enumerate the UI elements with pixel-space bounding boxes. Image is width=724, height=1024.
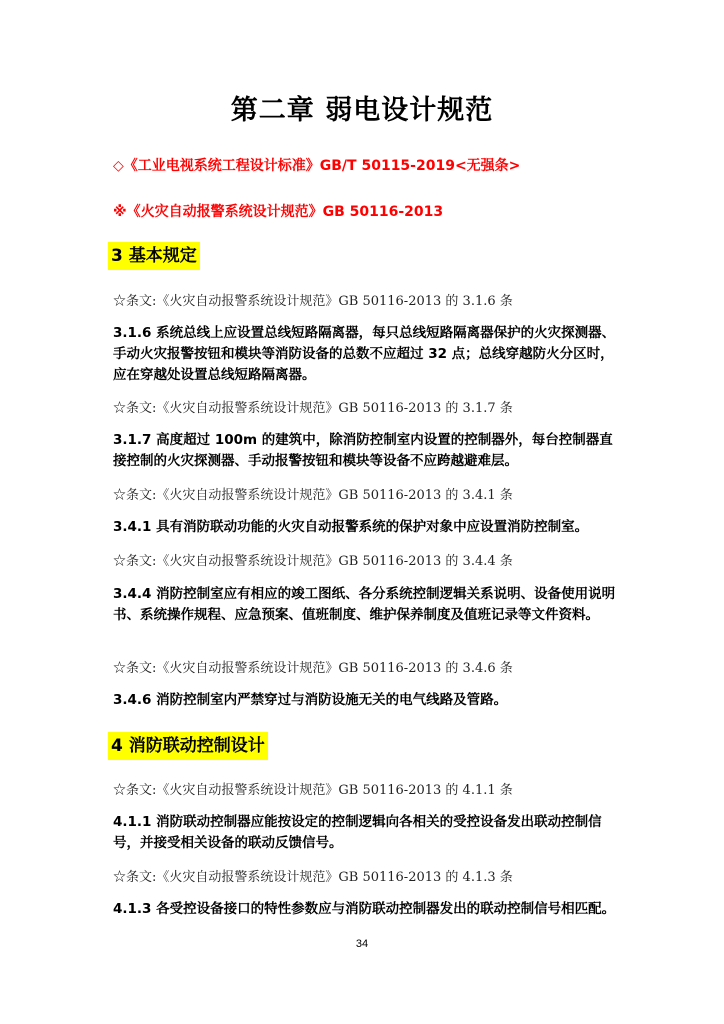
standard-line: ◇《工业电视系统工程设计标准》GB/T 50115-2019<无强条>	[113, 158, 521, 174]
page-number: 34	[355, 938, 369, 950]
clause-reference: ☆条文:《火灾自动报警系统设计规范》GB 50116-2013 的 3.1.7 条	[113, 401, 513, 416]
clause-text: 4.1.3 各受控设备接口的特性参数应与消防联动控制器发出的联动控制信号相匹配。	[113, 901, 616, 917]
clause-text: 3.4.4 消防控制室应有相应的竣工图纸、各分系统控制逻辑关系说明、设备使用说明书、系统操作规程、应急预案、值班制度、维护保养制度及值班记录等文件资料。	[113, 586, 616, 623]
clause-reference: ☆条文:《火灾自动报警系统设计规范》GB 50116-2013 的 4.1.1 条	[113, 783, 513, 798]
clause-text: 3.1.7 高度超过 100m 的建筑中，除消防控制室内设置的控制器外，每台控制器直接控制的火灾探测器、手动报警按钮和模块等设备不应跨越避难层。	[113, 432, 613, 469]
clause-reference: ☆条文:《火灾自动报警系统设计规范》GB 50116-2013 的 3.4.6 条	[113, 661, 513, 676]
clause-reference: ☆条文:《火灾自动报警系统设计规范》GB 50116-2013 的 3.1.6 条	[113, 294, 513, 309]
clause-text: 4.1.1 消防联动控制器应能按设定的控制逻辑向各相关的受控设备发出联动控制信号，并接受相关设备的联动反馈信号。	[113, 814, 602, 851]
clause-reference: ☆条文:《火灾自动报警系统设计规范》GB 50116-2013 的 3.4.4 条	[113, 554, 513, 569]
standard-line: ※《火灾自动报警系统设计规范》GB 50116-2013	[113, 204, 444, 220]
chapter-title: 第二章 弱电设计规范	[230, 95, 494, 126]
clause-reference: ☆条文:《火灾自动报警系统设计规范》GB 50116-2013 的 3.4.1 条	[113, 488, 513, 503]
section-heading: 3 基本规定	[108, 242, 200, 270]
clause-text: 3.4.1 具有消防联动功能的火灾自动报警系统的保护对象中应设置消防控制室。	[113, 519, 589, 535]
clause-text: 3.4.6 消防控制室内严禁穿过与消防设施无关的电气线路及管路。	[113, 692, 508, 708]
clause-reference: ☆条文:《火灾自动报警系统设计规范》GB 50116-2013 的 4.1.3 条	[113, 870, 513, 885]
clause-text: 3.1.6 系统总线上应设置总线短路隔离器，每只总线短路隔离器保护的火灾探测器、手动火灾报警按钮和模块等消防设备的总数不应超过 32 点；总线穿越防火分区时，应在穿越处设置总线短路隔离器。	[113, 325, 616, 383]
section-heading: 4 消防联动控制设计	[108, 732, 268, 760]
